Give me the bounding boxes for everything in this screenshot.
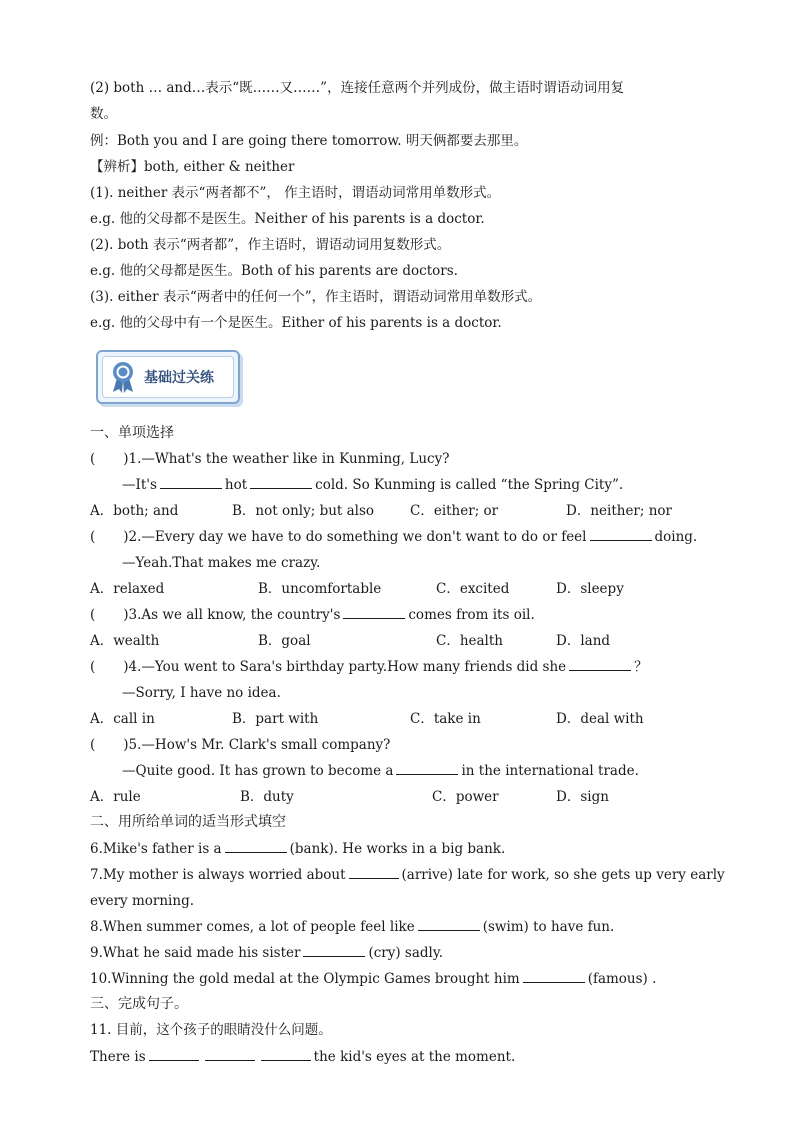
section-badge [96,350,240,404]
answer-paren: ( [90,451,96,467]
q5-option-c[interactable]: C．power [432,789,499,805]
both-and-rule-line1: (2) both … and…表示“既……又……”，连接任意两个并列成份，做主语时谓语动词用复 [90,80,625,96]
q4-line2: —Sorry, I have no idea. [122,685,281,701]
both-and-rule-line2: 数。 [90,106,117,122]
either-example: e.g. 他的父母中有一个是医生。Either of his parents is a doctor. [90,315,502,331]
q3-option-a[interactable]: A．wealth [90,633,160,649]
q11-answer-line: There is the kid's eyes at the moment. [90,1049,516,1065]
q5-option-b[interactable]: B．duty [240,789,294,805]
q11-blank-2[interactable] [205,1048,255,1061]
q1-blank-2[interactable] [250,476,312,489]
q11-prompt: 11. 目前，这个孩子的眼睛没什么问题。 [90,1022,332,1038]
q5-option-d[interactable]: D．sign [556,789,609,805]
q4-blank[interactable] [569,658,631,671]
q3-option-b[interactable]: B．goal [258,633,311,649]
q2-blank[interactable] [590,528,652,541]
q9: 9.What he said made his sister (cry) sadly. [90,945,443,961]
q4-option-d[interactable]: D．deal with [556,711,644,727]
neither-rule: (1). neither 表示“两者都不”， 作主语时，谓语动词常用单数形式。 [90,185,501,201]
analysis-title: 【辨析】both, either & neither [90,159,295,175]
q7-cont: every morning. [90,893,194,909]
q4-option-a[interactable]: A．call in [90,711,155,727]
either-rule: (3). either 表示“两者中的任何一个”，作主语时，谓语动词常用单数形式。 [90,289,542,305]
q1-line2: —It's hot cold. So Kunming is called “the Spring City”. [122,477,624,493]
q9-blank[interactable] [303,944,365,957]
q5-blank[interactable] [396,762,458,775]
section1-title: 一、单项选择 [90,425,174,441]
q8-blank[interactable] [418,918,480,931]
q1-text: )1.—What's the weather like in Kunming, Lucy? [123,451,450,467]
q10-blank[interactable] [523,970,585,983]
q3-option-c[interactable]: C．health [436,633,503,649]
q3-blank[interactable] [343,606,405,619]
q5-stem: ( )5.—How's Mr. Clark's small company? [90,737,391,753]
example-sentence: 例：Both you and I are going there tomorrow. 明天俩都要去那里。 [90,133,528,149]
q2-line2: —Yeah.That makes me crazy. [122,555,321,571]
q2-option-c[interactable]: C．excited [436,581,510,597]
q2-stem: ( )2.—Every day we have to do something we don't want to do or feel doing. [90,529,698,545]
both-example: e.g. 他的父母都是医生。Both of his parents are doctors. [90,263,458,279]
q7-blank[interactable] [349,866,399,879]
q2-option-d[interactable]: D．sleepy [556,581,624,597]
q1-option-c[interactable]: C．either; or [410,503,499,519]
q10: 10.Winning the gold medal at the Olympic Games brought him (famous) . [90,971,657,987]
q2-option-a[interactable]: A．relaxed [90,581,165,597]
both-rule: (2). both 表示“两者都”，作主语时，谓语动词用复数形式。 [90,237,451,253]
section3-title: 三、完成句子。 [90,996,188,1012]
q1-stem [90,449,449,469]
q4-stem: ( )4.—You went to Sara's birthday party.How many friends did she ？ [90,659,648,675]
q1-option-b[interactable]: B．not only; but also [232,503,375,519]
badge-label: 基础过关练 [144,370,214,386]
q6: 6.Mike's father is a (bank). He works in a big bank. [90,841,506,857]
q5-line2: —Quite good. It has grown to become a in the international trade. [122,763,639,779]
q7: 7.My mother is always worried about (arrive) late for work, so she gets up very early [90,867,725,883]
q2-option-b[interactable]: B．uncomfortable [258,581,382,597]
q3-option-d[interactable]: D．land [556,633,611,649]
q11-blank-1[interactable] [149,1048,199,1061]
ribbon-medal-icon [110,360,136,394]
q11-blank-3[interactable] [261,1048,311,1061]
q6-blank[interactable] [225,840,287,853]
section2-title: 二、用所给单词的适当形式填空 [90,814,286,830]
q4-option-b[interactable]: B．part with [232,711,319,727]
q3-stem: ( )3.As we all know, the country's comes from its oil. [90,607,535,623]
neither-example: e.g. 他的父母都不是医生。Neither of his parents is a doctor. [90,211,485,227]
q1-option-d[interactable]: D．neither; nor [566,503,673,519]
q4-option-c[interactable]: C．take in [410,711,481,727]
q5-option-a[interactable]: A．rule [90,789,141,805]
q1-blank-1[interactable] [160,476,222,489]
q8: 8.When summer comes, a lot of people feel like (swim) to have fun. [90,919,615,935]
q1-option-a[interactable]: A．both; and [90,503,179,519]
